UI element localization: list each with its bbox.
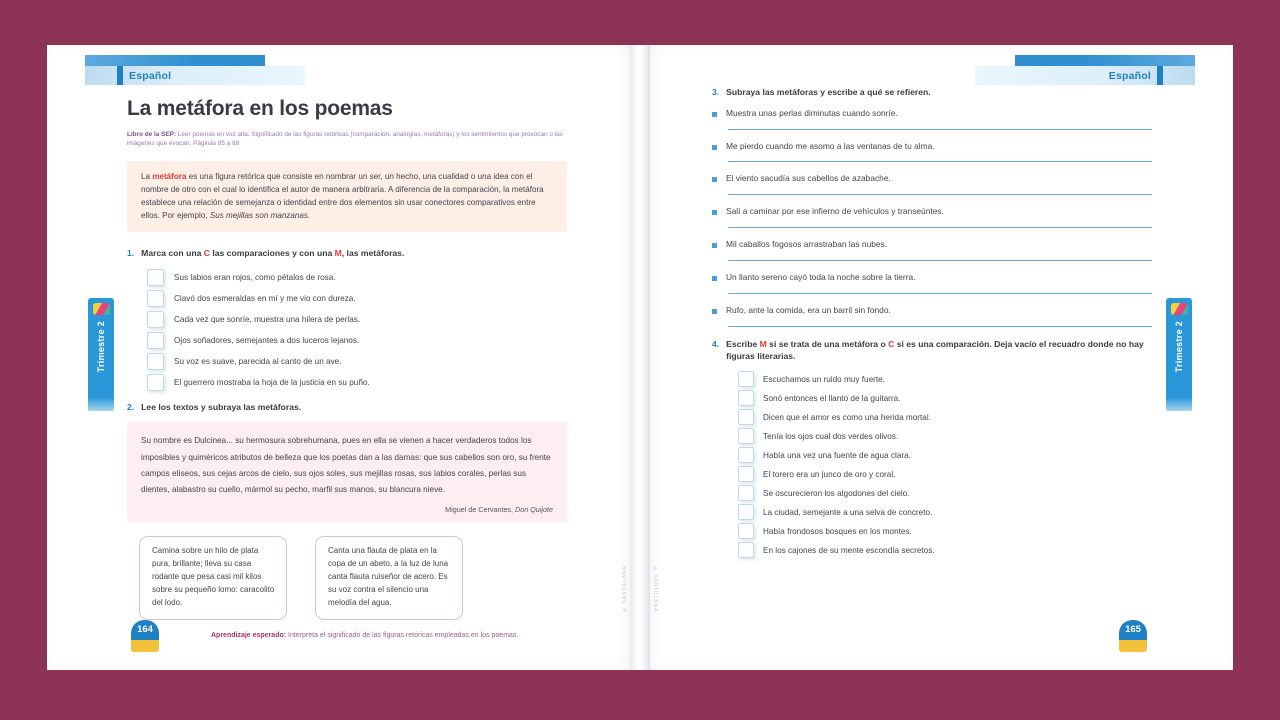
copyright-note: © SANTILLANA bbox=[652, 566, 658, 612]
header-topbar bbox=[1015, 55, 1195, 66]
list-item-label: Había una vez una fuente de agua clara. bbox=[763, 450, 911, 460]
definition-keyword: metáfora bbox=[152, 171, 187, 181]
definition-part1: La bbox=[141, 171, 153, 181]
e1-prompt-a: Marca con una bbox=[141, 248, 204, 258]
answer-line[interactable] bbox=[728, 293, 1152, 294]
list-item[interactable] bbox=[738, 428, 1152, 444]
list-item-label: Muestra unas perlas diminutas cuando sonríe. bbox=[726, 107, 898, 118]
list-item[interactable] bbox=[147, 332, 567, 349]
exercise-3-prompt bbox=[712, 87, 1152, 99]
checkbox[interactable] bbox=[738, 485, 754, 501]
list-item-label: Su voz es suave, parecida al canto de un ave. bbox=[174, 356, 342, 366]
exercise-1-text bbox=[141, 248, 404, 260]
list-item bbox=[712, 206, 1152, 217]
square-bullet-icon bbox=[712, 177, 717, 182]
list-item-label: Escuchamos un ruido muy fuerte. bbox=[763, 374, 885, 384]
list-item-label: Sonó entonces el llanto de la guitarra. bbox=[763, 393, 901, 403]
list-item-label: En los cajones de su mente escondía secretos. bbox=[763, 545, 935, 555]
learning-goal-text: Interpreta el significado de las figuras retóricas empleadas en los poemas. bbox=[286, 632, 519, 640]
list-item-label: Ojos soñadores, semejantes a dos luceros lejanos. bbox=[174, 335, 360, 345]
checkbox[interactable] bbox=[147, 353, 164, 370]
exercise-2-prompt bbox=[127, 402, 567, 414]
answer-line[interactable] bbox=[728, 129, 1152, 130]
exercise-3-text: Subraya las metáforas y escribe a qué se refieren. bbox=[726, 87, 931, 97]
books-icon bbox=[1171, 303, 1188, 315]
list-item-label: El viento sacudía sus cabellos de azabache. bbox=[726, 173, 891, 184]
list-item[interactable] bbox=[147, 290, 567, 307]
right-page-footer bbox=[1119, 620, 1147, 652]
copyright-note: © SANTILLANA bbox=[622, 566, 628, 612]
list-item-label: El torero era un junco de oro y coral. bbox=[763, 469, 896, 479]
exercise-3-list bbox=[712, 108, 1152, 327]
square-bullet-icon bbox=[712, 276, 717, 281]
page-number-badge bbox=[131, 620, 159, 652]
reading-passage-box bbox=[127, 422, 567, 522]
list-item-label: Un llanto sereno cayó toda la noche sobre la tierra. bbox=[726, 272, 916, 283]
credit-work: Don Quijote bbox=[515, 504, 553, 514]
square-bullet-icon bbox=[712, 210, 717, 215]
poem-box-right: Canta una flauta de plata en la copa de un abeto, a la luz de luna canta flauta ruiseñor de acero. Es su voz contra el silencio una melodía del agua. bbox=[315, 536, 463, 620]
exercise-1-list bbox=[147, 269, 567, 391]
list-item[interactable] bbox=[147, 311, 567, 328]
list-item[interactable] bbox=[738, 409, 1152, 425]
answer-line[interactable] bbox=[728, 194, 1152, 195]
checkbox[interactable] bbox=[738, 390, 754, 406]
poem-boxes bbox=[139, 536, 567, 620]
list-item[interactable] bbox=[147, 374, 567, 391]
list-item[interactable] bbox=[147, 269, 567, 286]
subject-label: Español bbox=[129, 69, 172, 82]
page-spread bbox=[47, 45, 1233, 670]
list-item-label: Sus labios eran rojos, como pétalos de rosa. bbox=[174, 272, 336, 282]
list-item-label: Tenía los ojos cual dos verdes olivos. bbox=[763, 431, 899, 441]
list-item-label: Salí a caminar por ese infierno de vehículos y transeúntes. bbox=[726, 206, 944, 217]
e1-mark-c: C bbox=[203, 248, 210, 258]
page-badge-top bbox=[131, 620, 159, 640]
page-number-badge bbox=[1119, 620, 1147, 652]
reading-credit bbox=[141, 505, 553, 514]
header-tick-icon bbox=[117, 66, 123, 85]
list-item[interactable] bbox=[738, 447, 1152, 463]
checkbox[interactable] bbox=[738, 409, 754, 425]
exercise-4-number: 4. bbox=[712, 339, 720, 350]
list-item[interactable] bbox=[738, 523, 1152, 539]
answer-line[interactable] bbox=[728, 260, 1152, 261]
checkbox[interactable] bbox=[738, 523, 754, 539]
checkbox[interactable] bbox=[147, 311, 164, 328]
header-tick-icon bbox=[1157, 66, 1163, 85]
list-item bbox=[712, 141, 1152, 152]
list-item-label: Se oscurecieron los algodones del cielo. bbox=[763, 488, 910, 498]
list-item-label: Había frondosos bosques en los montes. bbox=[763, 526, 912, 536]
sep-reference-prefix: Libro de la SEP: bbox=[127, 131, 177, 138]
list-item-label: Cada vez que sonríe, muestra una hilera de perlas. bbox=[174, 314, 361, 324]
answer-line[interactable] bbox=[728, 227, 1152, 228]
checkbox[interactable] bbox=[738, 542, 754, 558]
page-badge-bottom bbox=[131, 640, 159, 652]
left-page-body bbox=[127, 97, 567, 620]
list-item-label: Me pierdo cuando me asomo a las ventanas de tu alma. bbox=[726, 140, 935, 151]
learning-goal bbox=[211, 631, 518, 640]
checkbox[interactable] bbox=[738, 428, 754, 444]
checkbox[interactable] bbox=[738, 504, 754, 520]
e4-mark-m: M bbox=[759, 339, 767, 350]
square-bullet-icon bbox=[712, 309, 717, 314]
checkbox[interactable] bbox=[147, 269, 164, 286]
sep-reference bbox=[127, 130, 567, 149]
left-page-header bbox=[85, 55, 305, 85]
e4-prompt-a: Escribe bbox=[726, 339, 760, 350]
checkbox[interactable] bbox=[147, 374, 164, 391]
book-viewer bbox=[47, 45, 1233, 670]
credit-author: Miguel de Cervantes, bbox=[445, 504, 516, 514]
list-item-label: El guerrero mostraba la hoja de la justicia en su puño. bbox=[174, 377, 370, 387]
list-item-label: Clavó dos esmeraldas en mí y me vio con dureza. bbox=[174, 293, 356, 303]
page-badge-top bbox=[1119, 620, 1147, 640]
answer-line[interactable] bbox=[728, 161, 1152, 162]
side-tab-label: Trimestre 2 bbox=[96, 321, 106, 373]
list-item[interactable] bbox=[738, 485, 1152, 501]
e1-prompt-b: las comparaciones y con una bbox=[209, 248, 335, 258]
sidebar-item-trimestre-right[interactable] bbox=[1166, 298, 1192, 411]
list-item-label: Mil caballos fogosos arrastraban las nubes. bbox=[726, 239, 888, 250]
exercise-2-number: 2. bbox=[127, 401, 135, 412]
e4-prompt-b: si se trata de una metáfora o bbox=[766, 339, 889, 350]
checkbox[interactable] bbox=[147, 290, 164, 307]
answer-line[interactable] bbox=[728, 326, 1152, 327]
list-item-label: La ciudad, semejante a una selva de concreto. bbox=[763, 507, 933, 517]
page-number: 165 bbox=[1125, 624, 1141, 636]
page-title: La metáfora en los poemas bbox=[127, 97, 393, 120]
e1-mark-m: M bbox=[334, 248, 342, 258]
list-item[interactable] bbox=[738, 542, 1152, 558]
list-item[interactable] bbox=[738, 466, 1152, 482]
right-page-header bbox=[975, 55, 1195, 85]
exercise-1-number: 1. bbox=[127, 248, 135, 258]
exercise-4-list bbox=[738, 371, 1152, 558]
book-gutter bbox=[630, 45, 650, 670]
definition-box bbox=[127, 161, 567, 232]
poem-box-left: Camina sobre un hilo de plata pura, brillante; lleva su casa rodante que pesa casi mil kilos sobre su pequeño lomo: caracolito del lodo. bbox=[139, 536, 287, 620]
right-page bbox=[640, 45, 1233, 670]
e1-prompt-c: , las metáforas. bbox=[341, 248, 405, 258]
e4-mark-c: C bbox=[888, 339, 895, 350]
list-item[interactable] bbox=[738, 504, 1152, 520]
e4-prompt-c: si es una comparación. Deja vacío el recuadro donde no hay figuras literarias. bbox=[726, 339, 1144, 361]
exercise-4-text bbox=[726, 339, 1152, 362]
checkbox[interactable] bbox=[738, 447, 754, 463]
side-tab-label: Trimestre 2 bbox=[1174, 321, 1184, 373]
definition-part2: es una figura retórica que consiste en nombrar un ser, un hecho, una cualidad o una idea con el nombre de otro con el cual lo identifica el autor de manera arbitraria. A diferencia de la comparación, la metáfora establece una relación de semejanza o identidad entre dos elementos sin usar conectores comparativos entre ellos. Por ejemplo, bbox=[141, 171, 544, 220]
definition-example: Sus mejillas son manzanas. bbox=[209, 210, 311, 220]
list-item bbox=[712, 305, 1152, 316]
square-bullet-icon bbox=[712, 112, 717, 117]
list-item[interactable] bbox=[147, 353, 567, 370]
list-item[interactable] bbox=[738, 371, 1152, 387]
subject-label: Español bbox=[1108, 69, 1151, 82]
square-bullet-icon bbox=[712, 145, 717, 150]
checkbox[interactable] bbox=[738, 371, 754, 387]
exercise-4-prompt bbox=[712, 339, 1152, 362]
list-item bbox=[712, 173, 1152, 184]
exercise-1-prompt bbox=[127, 248, 567, 260]
exercise-2-text: Lee los textos y subraya las metáforas. bbox=[141, 401, 302, 412]
page-badge-bottom bbox=[1119, 640, 1147, 652]
list-item bbox=[712, 108, 1152, 119]
list-item-label: Rufo, ante la comida, era un barril sin fondo. bbox=[726, 305, 891, 316]
reading-passage-text: Su nombre es Dulcinea... su hermosura sobrehumana, pues en ella se vienen a hacer verdaderos todos los imposibles y quiméricos atributos de belleza que los poetas dan a las damas: que sus cabellos son oro, su frente campos elíseos, sus cejas arcos de cielo, sus ojos soles, sus mejillas rosas, sus labios corales, perlas sus dientes, alabastro su cuello, mármol su pecho, marfil sus manos, su blancura nieve. bbox=[141, 436, 551, 495]
sidebar-item-trimestre-left[interactable] bbox=[88, 298, 114, 411]
books-icon bbox=[93, 303, 110, 315]
page-number: 164 bbox=[137, 624, 153, 636]
sep-reference-text: Leer poemas en voz alta. Significado de las figuras retóricas (comparación, analogías, metáforas) y los sentimientos que provocan o las imágenes que evocan. Páginas 85 a 88 bbox=[127, 131, 563, 148]
left-page-footer bbox=[131, 620, 518, 652]
list-item-label: Dicen que el amor es como una herida mortal. bbox=[763, 412, 931, 422]
checkbox[interactable] bbox=[147, 332, 164, 349]
left-page bbox=[47, 45, 640, 670]
exercise-3-number: 3. bbox=[712, 87, 720, 97]
list-item bbox=[712, 272, 1152, 283]
square-bullet-icon bbox=[712, 243, 717, 248]
checkbox[interactable] bbox=[738, 466, 754, 482]
learning-goal-prefix: Aprendizaje esperado: bbox=[211, 632, 287, 640]
right-page-body bbox=[712, 87, 1152, 561]
list-item bbox=[712, 239, 1152, 250]
header-topbar bbox=[85, 55, 265, 66]
list-item[interactable] bbox=[738, 390, 1152, 406]
